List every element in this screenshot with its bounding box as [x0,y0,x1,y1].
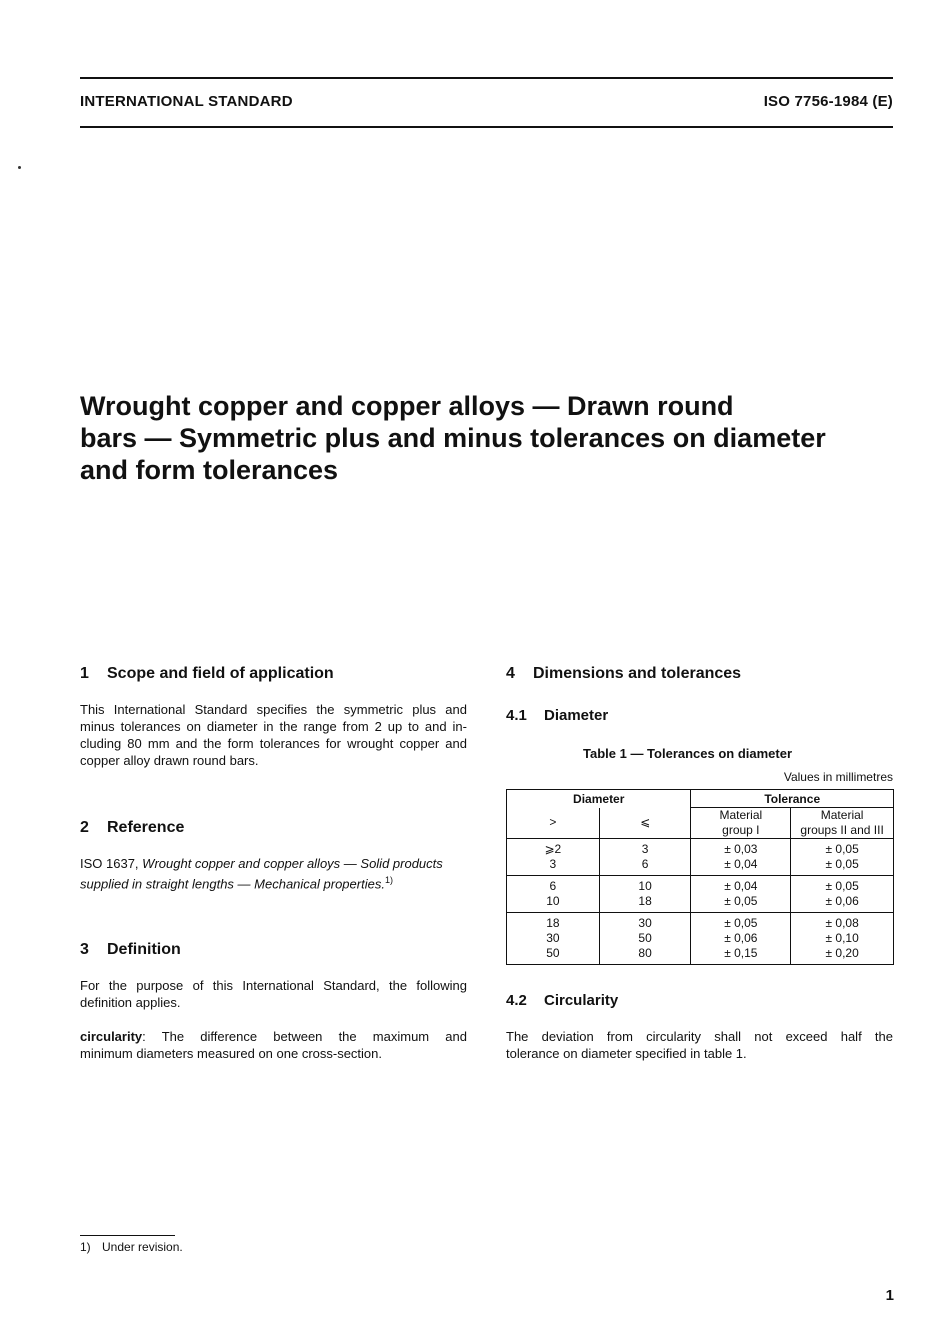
table-units-note: Values in millimetres [783,770,893,784]
text-line: The deviation from circularity shall not exceed half the [506,1029,893,1044]
section-title: Reference [107,819,185,836]
text-line: copper alloy drawn round bars. [80,753,259,768]
title-line: and form tolerances [80,455,339,485]
reference-number: ISO 1637, [80,856,139,871]
definition-block [80,1028,467,1062]
cell-group-1: ± 0,03 ± 0,04 [691,839,791,876]
section-title: Scope and field of application [107,665,334,682]
section-1-heading [80,665,334,683]
reference-title: supplied in straight lengths — Mechanical properties. [80,876,385,892]
col-header-group-1: Material group I [691,808,791,839]
cell-groups-2-3: ± 0,05 ± 0,06 [791,876,894,913]
section-3-intro [80,977,467,1011]
definition-text: minimum diameters measured on one cross-section. [80,1046,383,1061]
section-number: 3 [80,941,89,958]
col-header-greater-than: > [549,815,557,830]
table-row-group [507,913,894,965]
subsection-number: 4.1 [506,707,527,724]
cell-gt: 6 10 [507,876,600,913]
subsection-4-1-heading [506,707,608,724]
section-3-heading [80,941,181,959]
cell-group-1: ± 0,05 ± 0,06 ± 0,15 [691,913,791,965]
cell-le: 30 50 80 [599,913,691,965]
cell-gt: 18 30 50 [507,913,600,965]
tolerance-header: Tolerance [691,790,894,808]
section-title: Dimensions and tolerances [533,665,742,682]
table-caption: Table 1 — Tolerances on diameter [583,746,793,761]
definition-term: circularity [80,1029,143,1044]
table-row-group [507,839,894,876]
text-line: For the purpose of this International Standard, the following [80,978,467,993]
cell-groups-2-3: ± 0,08 ± 0,10 ± 0,20 [791,913,894,965]
subsection-title: Diameter [544,707,609,724]
text-line: cluding 80 mm and the form tolerances for wrought copper and [80,736,467,751]
section-2-heading [80,819,184,837]
subsection-number: 4.2 [506,992,527,1009]
col-header-groups-2-3: Material groups II and III [791,808,894,839]
table-row-group [507,876,894,913]
footnote-mark: 1) [80,1240,91,1254]
footnote-ref: 1) [384,875,393,885]
text-line: tolerance on diameter specified in table 1. [506,1046,747,1061]
title-line: Wrought copper and copper alloys — Drawn round [80,391,734,421]
footnote-text: Under revision. [102,1240,183,1254]
cell-le: 3 6 [599,839,691,876]
margin-dot [18,166,21,169]
text-line: definition applies. [80,995,181,1010]
text-line: This International Standard specifies the symmetric plus and [80,702,467,717]
section-title: Definition [107,941,181,958]
definition-text: : The difference between the maximum and [142,1029,467,1044]
section-4-heading [506,665,741,683]
footnote [80,1240,183,1254]
reference-title: Wrought copper and copper alloys — Solid products [142,856,443,871]
cell-gt: ⩾2 3 [507,839,600,876]
header-document-type: INTERNATIONAL STANDARD [80,93,293,110]
tolerance-table [506,789,894,965]
document-title [80,390,910,486]
subsection-title: Circularity [544,992,619,1009]
text-line: minus tolerances on diameter in the range from 2 up to and in- [80,719,467,734]
footnote-rule [80,1235,175,1236]
header-standard-number: ISO 7756-1984 (E) [763,93,893,110]
col-header-up-to: ⩽ [599,808,691,839]
cell-groups-2-3: ± 0,05 ± 0,05 [791,839,894,876]
section-number: 2 [80,819,89,836]
page-number: 1 [885,1287,894,1304]
section-2-body [80,855,470,892]
subsection-4-2-heading [506,992,618,1009]
cell-le: 10 18 [599,876,691,913]
header-top-rule [80,77,893,79]
cell-group-1: ± 0,04 ± 0,05 [691,876,791,913]
diameter-header: Diameter [573,792,625,806]
header-bottom-rule [80,126,893,128]
section-number: 1 [80,665,89,682]
section-1-body [80,701,467,769]
subsection-4-2-body [506,1028,893,1062]
section-number: 4 [506,665,515,682]
title-line: bars — Symmetric plus and minus tolerances on diameter [80,423,826,453]
